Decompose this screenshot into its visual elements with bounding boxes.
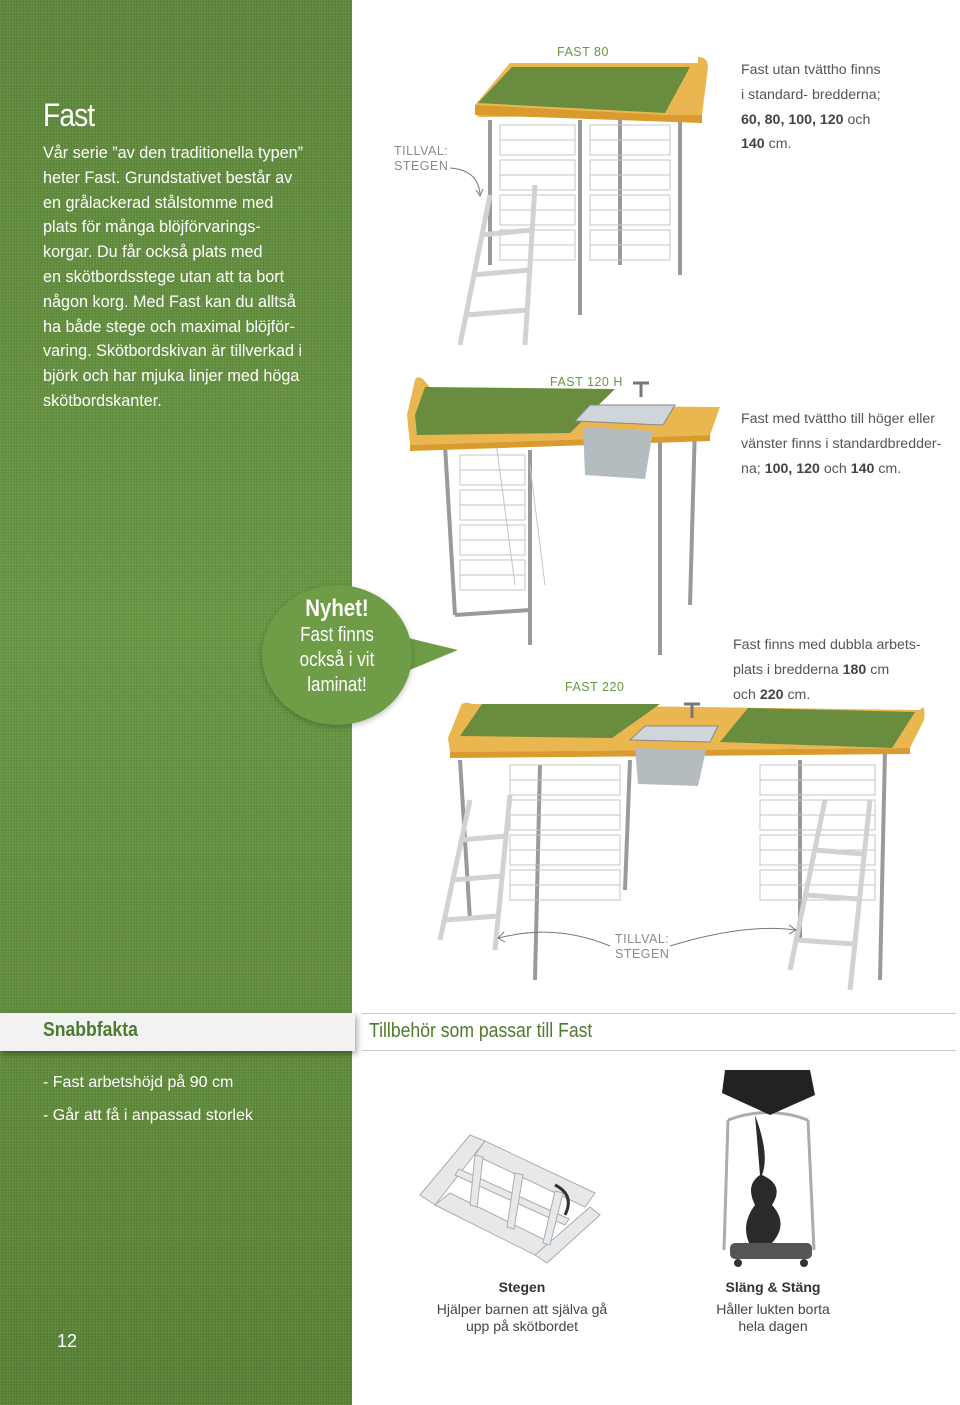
bubble-line: laminat! bbox=[307, 674, 367, 696]
accessories-divider-top bbox=[362, 1013, 956, 1014]
intro-text bbox=[43, 141, 333, 414]
page-number: 12 bbox=[57, 1331, 78, 1351]
intro-line: någon korg. Med Fast kan du alltså bbox=[43, 292, 296, 311]
fast-80-option-arrow bbox=[448, 162, 488, 202]
bubble-line: också i vit bbox=[299, 649, 375, 671]
intro-line: skötbordskanter. bbox=[43, 391, 162, 410]
bin-accessory-image bbox=[710, 1065, 830, 1270]
intro-line: en grålackerad stålstomme med bbox=[43, 193, 274, 212]
accessories-title: Tillbehör som passar till Fast bbox=[369, 1020, 593, 1042]
ladder-accessory-image bbox=[415, 1115, 625, 1265]
fast-80-option-label: TILLVAL: STEGEN bbox=[394, 144, 449, 173]
fast-120h-description: Fast med tvättho till höger eller vänster finns i standardbredder- na; 100, 120 och 140 cm. bbox=[741, 411, 942, 477]
intro-line: heter Fast. Grundstativet består av bbox=[43, 168, 293, 187]
intro-line: plats för många blöjförvarings- bbox=[43, 218, 261, 237]
fast-120h-table-image bbox=[405, 375, 725, 655]
fast-220-option-label: TILLVAL: STEGEN bbox=[615, 932, 670, 961]
snabbfakta-title: Snabbfakta bbox=[43, 1019, 138, 1041]
intro-line: en skötbordsstege utan att ta bort bbox=[43, 267, 285, 286]
bubble-line: Fast finns bbox=[300, 624, 374, 646]
intro-line: björk och har mjuka linjer med höga bbox=[43, 367, 300, 386]
accessories-divider-bottom bbox=[362, 1050, 956, 1051]
fast-80-table-image bbox=[440, 55, 740, 355]
fast-220-option-arrows bbox=[495, 918, 835, 958]
fast-220-description: Fast finns med dubbla arbets- plats i bredderna 180 cm och 220 cm. bbox=[733, 637, 921, 703]
news-bubble bbox=[262, 585, 412, 725]
bubble-headline: Nyhet! bbox=[305, 595, 369, 622]
accessory-name: Släng & Stäng bbox=[725, 1279, 821, 1295]
fact-item: - Går att få i anpassad storlek bbox=[43, 1107, 253, 1124]
fast-80-description: Fast utan tvättho finns i standard- bredderna; 60, 80, 100, 120 och 140 cm. bbox=[741, 62, 881, 153]
intro-line: ha både stege och maximal blöjför- bbox=[43, 317, 295, 336]
intro-line: Vår serie ”av den traditionella typen” bbox=[43, 144, 304, 162]
accessory-description: Hjälper barnen att själva gå upp på skötbordet bbox=[436, 1301, 608, 1334]
intro-line: korgar. Du får också plats med bbox=[43, 243, 263, 262]
accessory-description: Håller lukten borta hela dagen bbox=[716, 1301, 830, 1334]
page-title: Fast bbox=[43, 97, 95, 133]
fast-120h-label: FAST 120 H bbox=[550, 375, 623, 389]
fact-item: - Fast arbetshöjd på 90 cm bbox=[43, 1074, 234, 1091]
intro-line: varing. Skötbordskivan är tillverkad i bbox=[43, 342, 303, 361]
fast-80-label: FAST 80 bbox=[557, 45, 609, 59]
accessory-name: Stegen bbox=[498, 1279, 546, 1295]
fast-220-label: FAST 220 bbox=[565, 680, 625, 694]
